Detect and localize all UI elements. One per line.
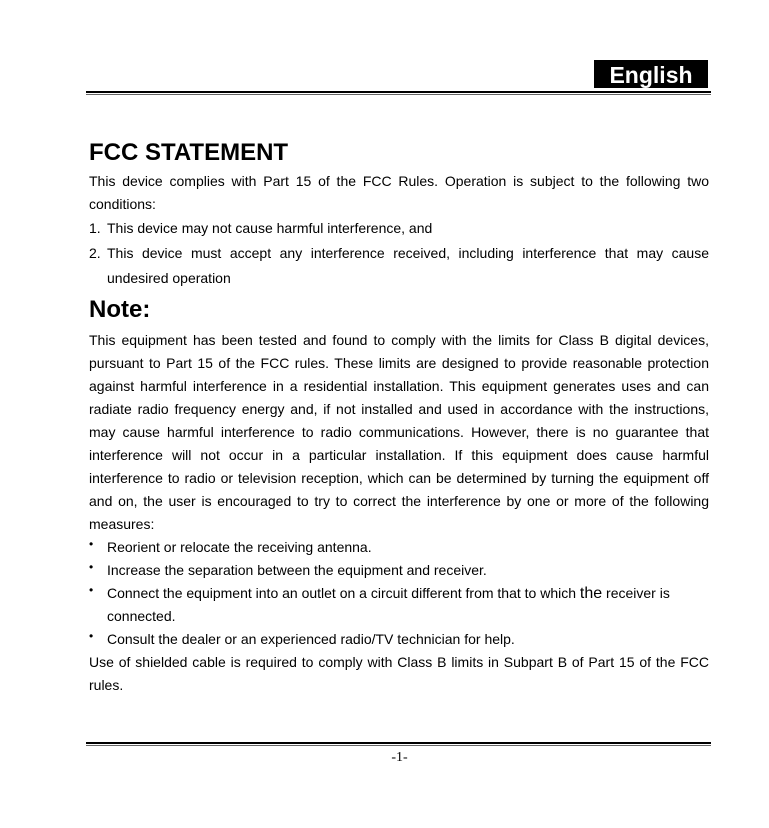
condition-text: This device must accept any interference received, including interference that may cause undesired operation	[107, 245, 709, 286]
measure-item	[89, 582, 709, 628]
condition-item	[89, 241, 709, 291]
measure-text: Reorient or relocate the receiving antenna.	[107, 539, 372, 555]
condition-text: This device may not cause harmful interference, and	[107, 220, 433, 236]
condition-number: 1.	[89, 220, 101, 236]
measures-list	[89, 536, 709, 651]
measure-text: Consult the dealer or an experienced radio/TV technician for help.	[107, 631, 515, 647]
closing-paragraph: Use of shielded cable is required to comply with Class B limits in Subpart B of Part 15 of the FCC rules.	[89, 654, 709, 693]
measure-item	[89, 628, 709, 651]
bullet-icon: •	[89, 560, 94, 574]
page-number: -1-	[391, 750, 408, 765]
bullet-icon: •	[89, 629, 94, 643]
measure-text-emphasis: the	[579, 585, 603, 602]
bullet-icon: •	[89, 583, 94, 597]
page-content	[89, 136, 709, 697]
condition-number: 2.	[89, 245, 101, 261]
header-rule	[86, 91, 711, 95]
condition-item	[89, 216, 709, 241]
measure-text: Increase the separation between the equipment and receiver.	[107, 562, 487, 578]
measure-text-start: Connect the equipment into an outlet on a circuit different from that to which	[107, 585, 580, 601]
measure-text-end: receiver is connected.	[107, 585, 670, 624]
language-badge: English	[594, 60, 708, 88]
note-heading: Note:	[89, 296, 151, 323]
bullet-icon: •	[89, 537, 94, 551]
fcc-statement-title: FCC STATEMENT	[89, 139, 289, 166]
footer-rule	[86, 742, 711, 746]
conditions-list	[89, 216, 709, 291]
measure-item	[89, 536, 709, 559]
note-paragraph: This equipment has been tested and found to comply with the limits for Class B digital devices, pursuant to Part 15 of the FCC rules. These limits are designed to provide reasonable protection against harmful interference in a residential installation. This equipment generates uses and can radiate radio frequency energy and, if not installed and used in accordance with the instructions, may cause harmful interference to radio communications. However, there is no guarantee that interference will not occur in a particular installation. If this equipment does cause harmful interference to radio or television reception, which can be determined by turning the equipment off and on, the user is encouraged to try to correct the interference by one or more of the following measures:	[89, 332, 709, 532]
fcc-intro: This device complies with Part 15 of the FCC Rules. Operation is subject to the following two conditions:	[89, 173, 709, 212]
measure-item	[89, 559, 709, 582]
